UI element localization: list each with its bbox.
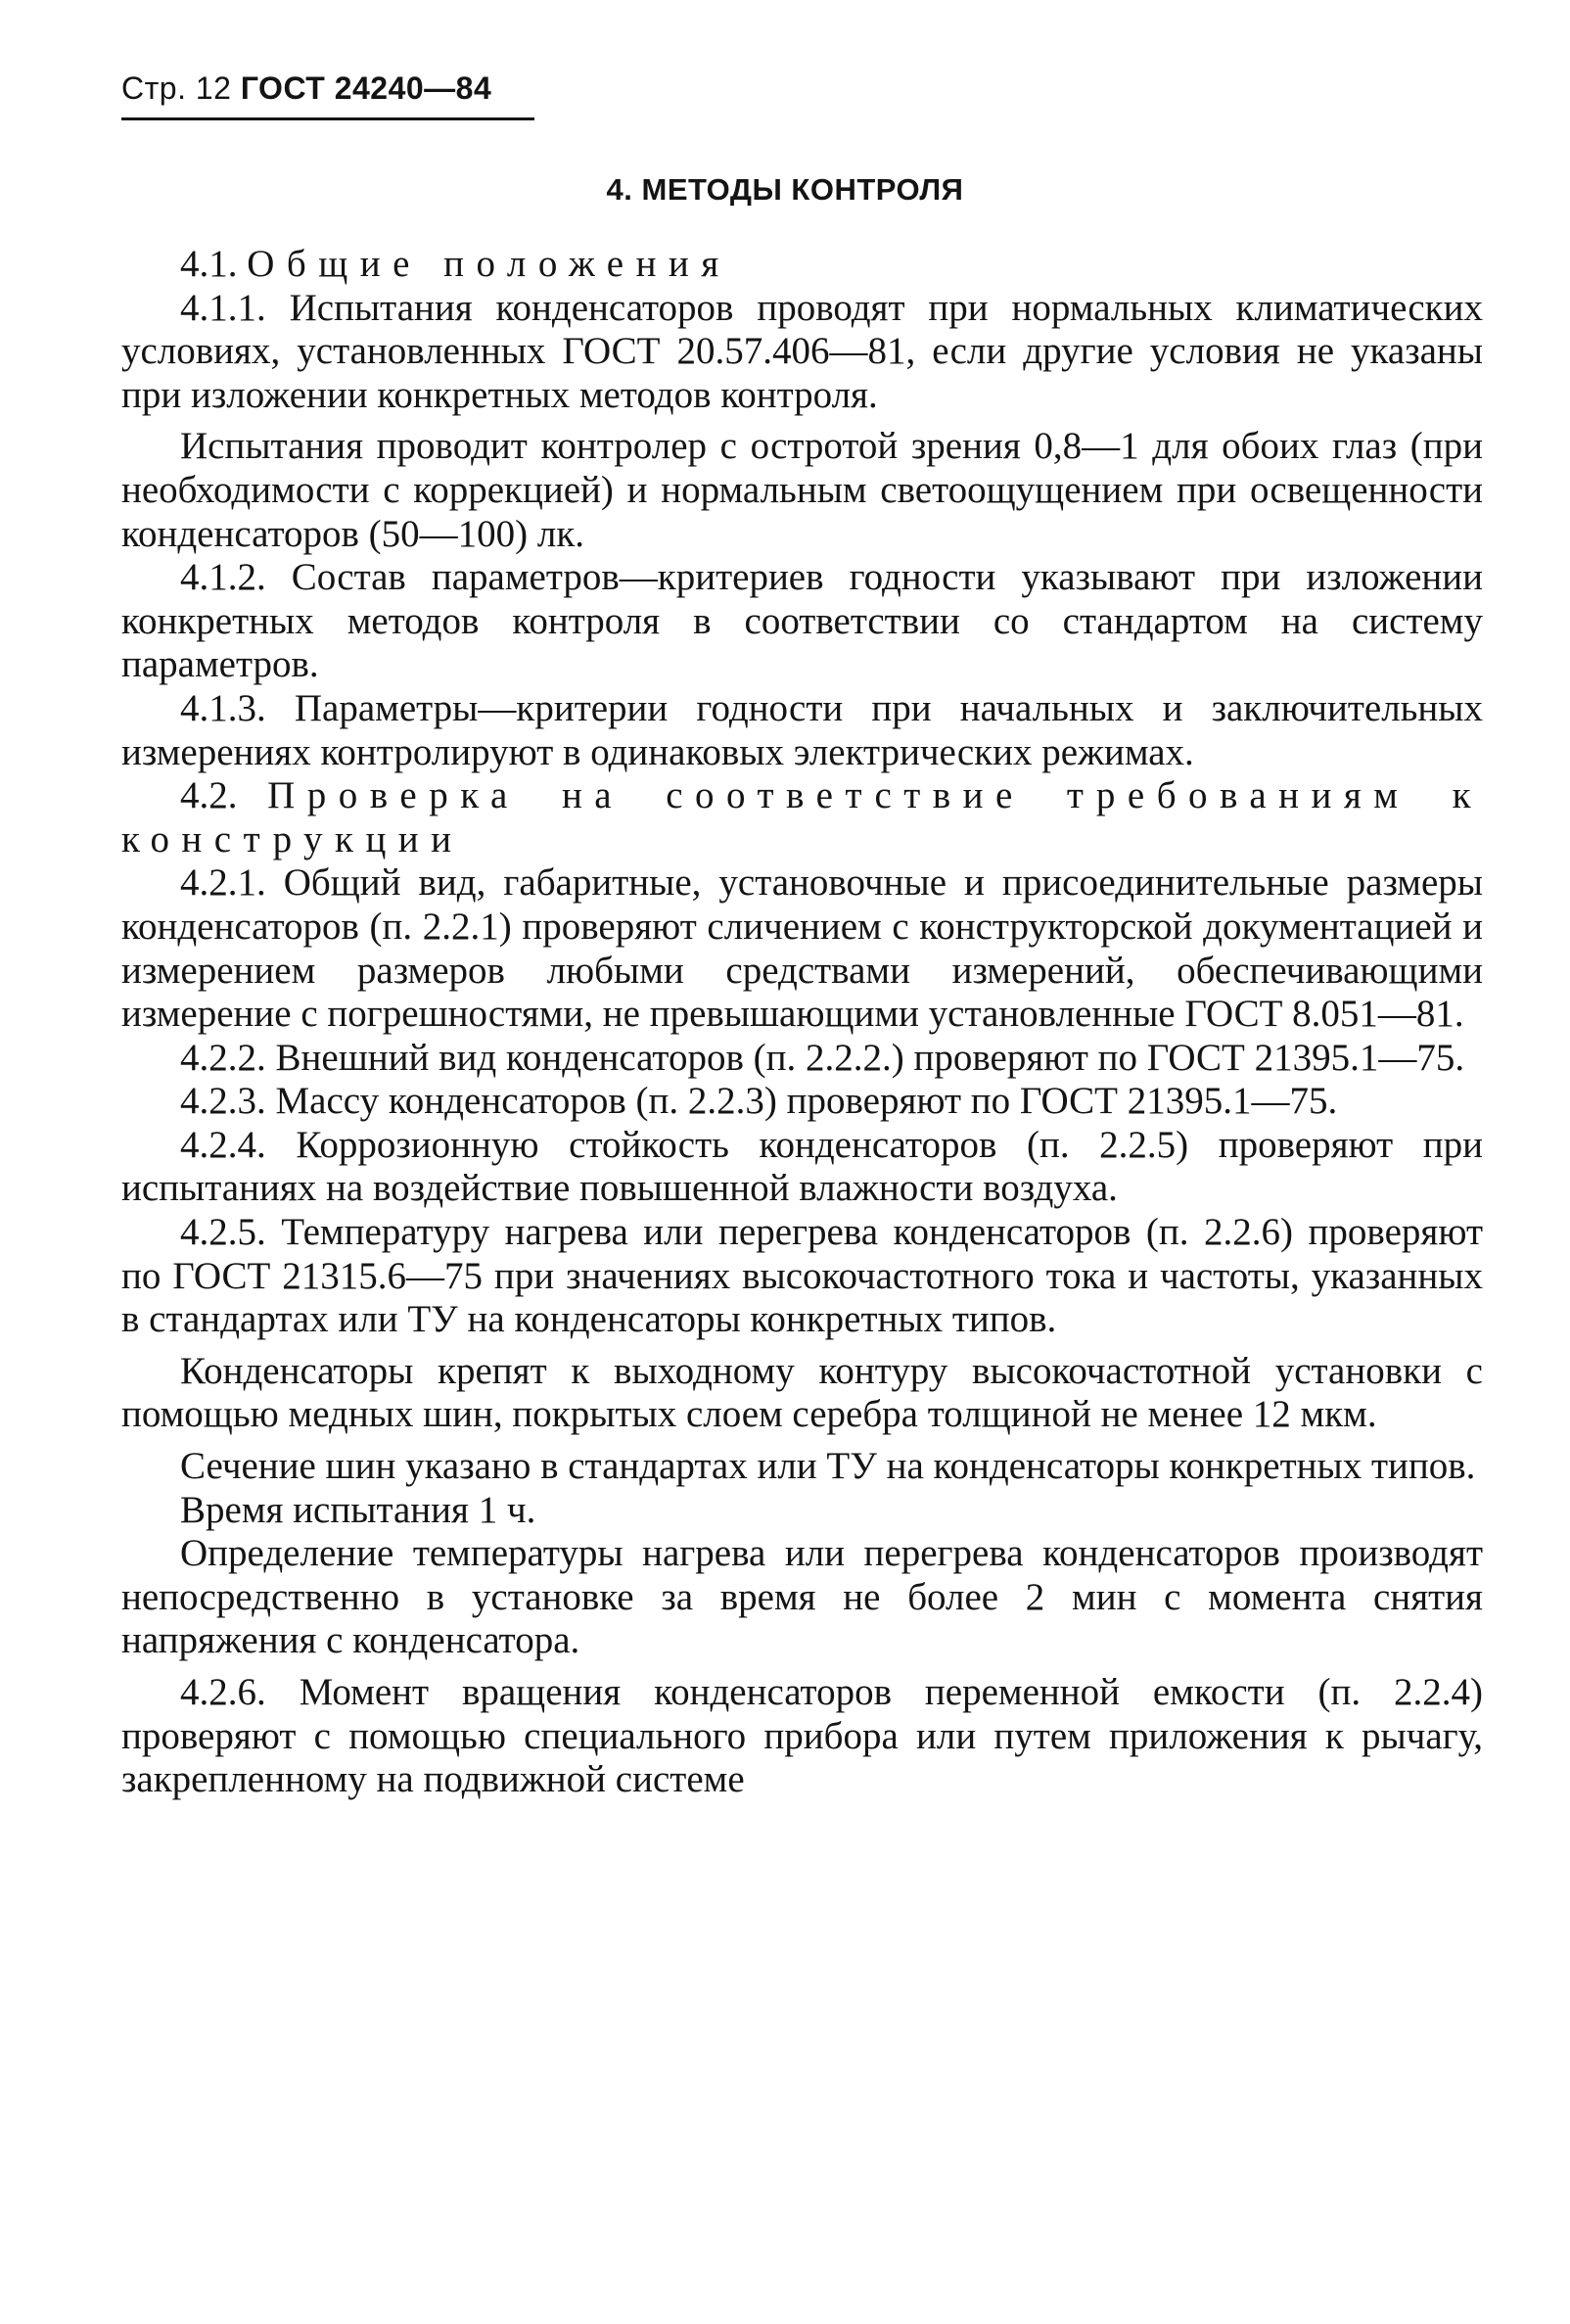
paragraph-text: Параметры—критерии годности при начальных и заключительных измерениях контролируют в одинаковых электрических режимах. <box>121 686 1484 773</box>
paragraph-4-2-1 <box>121 861 1483 1036</box>
paragraph <box>121 1532 1483 1663</box>
paragraph-text: Внешний вид конденсаторов (п. 2.2.2.) проверяют по ГОСТ 21395.1—75. <box>275 1036 1465 1079</box>
paragraph-4-2-4 <box>121 1124 1483 1211</box>
paragraph-4-2-2 <box>121 1037 1483 1081</box>
paragraph-number: 4.1.2. <box>180 556 266 599</box>
paragraph-text: Коррозионную стойкость конденсаторов (п. 2.2.5) проверяют при испытаниях на воздействие повышенной влажности воздуха. <box>121 1123 1483 1210</box>
paragraph-4-1-3 <box>121 687 1483 774</box>
paragraph-text: Состав параметров—критериев годности указывают при изложении конкретных методов контроля в соответствии со стандартом на систему параметров. <box>121 556 1483 686</box>
page-number: Стр. 12 <box>121 70 232 106</box>
paragraph <box>121 1445 1483 1489</box>
paragraph-text: Испытания проводит контролер с остротой зрения 0,8—1 для обоих глаз (при необходимости с коррекцией) и нормальным светоощущением при освещенности конденсаторов (50—100) лк. <box>121 425 1483 555</box>
paragraph-number: 4.2.2. <box>180 1036 266 1079</box>
paragraph-4-1-1 <box>121 287 1483 418</box>
paragraph-number: 4.2.3. <box>180 1080 266 1123</box>
paragraph-4-2-3 <box>121 1080 1483 1124</box>
paragraph-number: 4.2.5. <box>180 1211 266 1254</box>
subsection-heading: Проверка на соответствие требованиям к конструкции <box>121 774 1484 860</box>
paragraph-4-2 <box>121 774 1483 861</box>
paragraph-text: Время испытания 1 ч. <box>180 1488 536 1531</box>
paragraph-text: Массу конденсаторов (п. 2.2.3) проверяют по ГОСТ 21395.1—75. <box>275 1080 1338 1123</box>
paragraph-number: 4.2.1. <box>180 861 266 905</box>
paragraph-text: Момент вращения конденсаторов переменной емкости (п. 2.2.4) проверяют с помощью специального прибора или путем приложения к рычагу, закрепленному на подвижной системе <box>121 1671 1483 1801</box>
paragraph-text: Конденсаторы крепят к выходному контуру высокочастотной установки с помощью медных шин, покрытых слоем серебра толщиной не менее 12 мкм. <box>121 1349 1483 1436</box>
paragraph-text: Сечение шин указано в стандартах или ТУ на конденсаторы конкретных типов. <box>180 1445 1476 1488</box>
paragraph-text: Температуру нагрева или перегрева конденсаторов (п. 2.2.6) проверяют по ГОСТ 21315.6—75 при значениях высокочастотного тока и частоты, указанных в стандартах или ТУ на конденсаторы конкретных типов. <box>121 1211 1483 1341</box>
subsection-heading: Общие положения <box>247 243 731 285</box>
paragraph <box>121 1350 1483 1437</box>
paragraph-4-2-5 <box>121 1211 1483 1342</box>
paragraph-text: Общий вид, габаритные, установочные и присоединительные размеры конденсаторов (п. 2.2.1) проверяют сличением с конструкторской документацией и измерением размеров любыми средствами измерений, обеспечивающими измерение с погрешностями, не превышающими установленные ГОСТ 8.051—81. <box>121 861 1484 1036</box>
paragraph <box>121 425 1483 556</box>
standard-designation: ГОСТ 24240—84 <box>240 70 492 106</box>
paragraph-number: 4.2.6. <box>180 1671 266 1713</box>
paragraph-4-1-2 <box>121 556 1483 687</box>
paragraph-number: 4.2.4. <box>180 1123 266 1166</box>
paragraph-text: Определение температуры нагрева или перегрева конденсаторов производят непосредственно в установке за время не более 2 мин с момента снятия напряжения с конденсатора. <box>121 1532 1483 1662</box>
paragraph <box>121 1489 1483 1533</box>
paragraph-4-2-6 <box>121 1671 1483 1802</box>
paragraph-4-1 <box>121 243 1483 287</box>
document-body <box>121 243 1483 1802</box>
paragraph-number: 4.2. <box>180 774 238 817</box>
paragraph-text: Испытания конденсаторов проводят при нормальных климатических условиях, установленных ГОСТ 20.57.406—81, если другие условия не указаны при изложении конкретных методов контроля. <box>121 286 1483 416</box>
paragraph-number: 4.1.3. <box>180 686 266 729</box>
page-header <box>121 70 491 107</box>
paragraph-number: 4.1. <box>180 243 238 285</box>
paragraph-number: 4.1.1. <box>180 286 266 329</box>
header-rule <box>121 117 534 120</box>
section-title: 4. МЕТОДЫ КОНТРОЛЯ <box>606 172 964 207</box>
